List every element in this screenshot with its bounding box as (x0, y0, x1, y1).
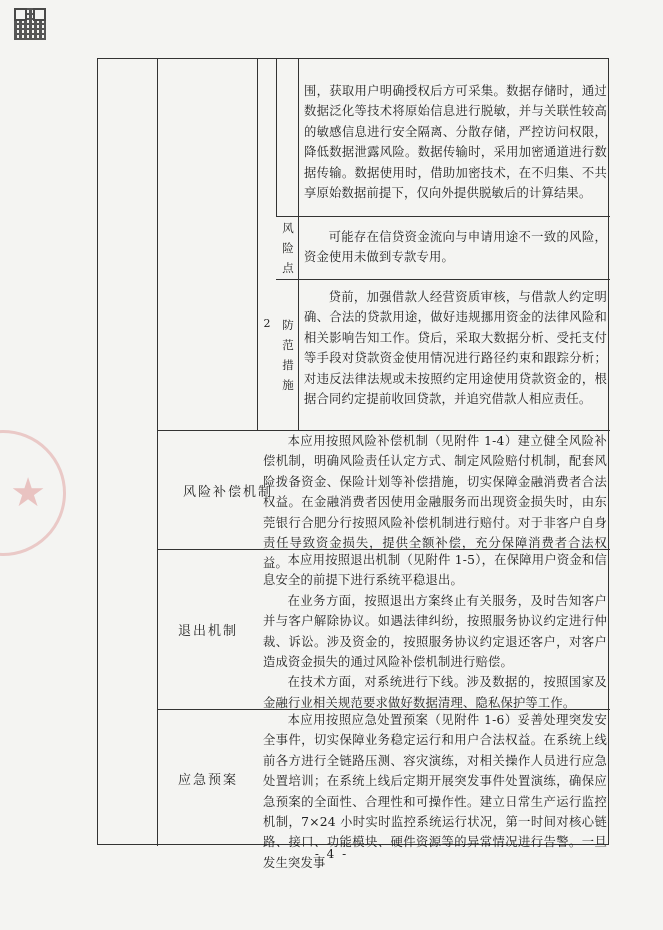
section-label-exit-mechanism: 退出机制 (177, 624, 238, 639)
row-divider (276, 279, 610, 280)
risk-point-text: 可能存在信贷资金流向与申请用途不一致的风险，资金使用未做到专款专用。 (304, 230, 607, 265)
section-label-risk-compensation: 风险补偿机制 (182, 484, 273, 500)
data-security-text: 围，获取用户明确授权后方可采集。数据存储时，通过数据泛化等技术将原始信息进行脱敏，并与关联性较高的敏感信息进行安全隔离、分散存储，严控访问权限，降低数据泄露风险。数据传输时，采用加密通道进行数据传输。数据使用时，借助加密技术，在不归集、不共享原始数据前提下，仅向外提供脱敏后的计算结果。 (304, 84, 607, 201)
measures-text: 贷前，加强借款人经营资质审核，与借款人约定明确、合法的贷款用途，做好违规挪用资金的法律风险和相关影响告知工作。贷后，采取大数据分析、受托支付等手段对贷款资金使用情况进行路径约束和跟踪分析；对违反法律法规或未按照约定用途使用贷款资金的，根据合同约定提前收回贷款，并追究借款人相应责任。 (304, 290, 607, 407)
section-text-emergency-plan: 本应用按照应急处置预案（见附件 1-6）妥善处理突发安全事件，切实保障业务稳定运行和用户合法权益。在系统上线前各方进行全链路压测、容灾演练，对相关操作人员进行应急处置培训；在系统上线后定期开展突发事件处置演练，确保应急预案的全面性、合理性和可操作性。建立日常生产运行监控机制，7×24 小时实时监控系统运行状况，第一时间对核心链路、接口、功能模块、硬件资源等的异常情况进行告警。一旦发生突发事 (263, 713, 607, 870)
risk-item-number: 2 (263, 317, 271, 330)
col-divider (276, 59, 277, 216)
qr-code-image (14, 8, 46, 40)
row-divider (276, 216, 610, 217)
measures-label: 防范措施 (282, 318, 294, 392)
section-text-risk-compensation: 本应用按照风险补偿机制（见附件 1-4）建立健全风险补偿机制，明确风险责任认定方式、制定风险赔付机制，配套风险拨备资金、保险计划等补偿措施，切实保障金融消费者合法权益。在金融消费者因使用金融服务而出现资金损失时，由东莞银行合肥分行按照风险补偿机制进行赔付。对于非客户自身责任导致资金损失，提供全额补偿，充分保障消费者合法权益。 (263, 434, 607, 571)
risk-point-label: 风险点 (282, 221, 294, 275)
page-number: - 4 - (314, 847, 349, 861)
section-label-emergency-plan: 应急预案 (177, 772, 238, 788)
content-table (97, 58, 609, 870)
section-text-exit-mechanism: 本应用按照退出机制（见附件 1-5），在保障用户资金和信息安全的前提下进行系统平稳退出。 在业务方面，按照退出方案终止有关服务，及时告知客户并与客户解除协议。如遇法律纠纷，按照服务协议约定进行仲裁、诉讼。涉及资金的，按照服务协议约定退还客户，对客户造成资金损失的通过风险补偿机制进行赔偿。 在技术方面，对系统进行下线。涉及数据的，按照国家及金融行业相关规范要求做好数据清理、隐私保护等工作。 (263, 553, 607, 710)
red-seal-stamp: ★ (0, 430, 66, 556)
